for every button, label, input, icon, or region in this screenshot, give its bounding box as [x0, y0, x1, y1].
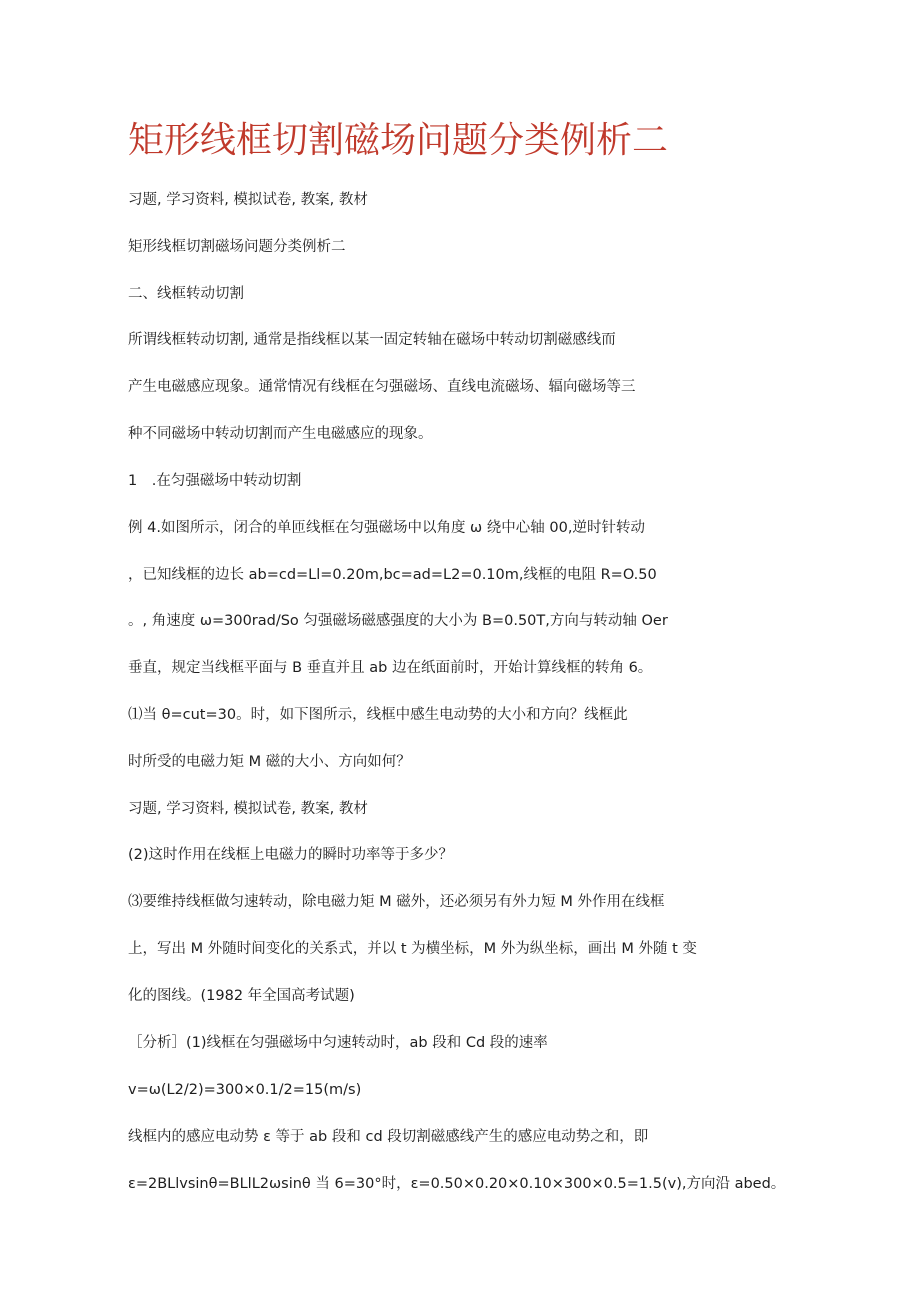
text-line: 线框内的感应电动势 ε 等于 ab 段和 cd 段切割磁感线产生的感应电动势之和，即: [128, 1129, 649, 1145]
text-line: 矩形线框切割磁场问题分类例析二: [128, 239, 346, 255]
text-line: ，已知线框的边长 ab=cd=Ll=0.20m,bc=ad=L2=0.10m,线框的电阻 R=O.50: [128, 567, 657, 583]
text-line: ［分析］(1)线框在匀强磁场中匀速转动时，ab 段和 Cd 段的速率: [128, 1035, 548, 1051]
text-line: 种不同磁场中转动切割而产生电磁感应的现象。: [128, 426, 433, 442]
text-line: 所谓线框转动切割, 通常是指线框以某一固定转轴在磁场中转动切割磁感线而: [128, 332, 616, 348]
text-line: 产生电磁感应现象。通常情况有线框在匀强磁场、直线电流磁场、辐向磁场等三: [128, 379, 636, 395]
text-line: 上，写出 M 外随时间变化的关系式，并以 t 为横坐标，M 外为纵坐标，画出 M 外随 t 变: [128, 941, 697, 957]
text-line: 化的图线。(1982 年全国高考试题): [128, 988, 355, 1004]
formula-line: ε=2BLlvsinθ=BLlL2ωsinθ 当 6=30°时，ε=0.50×0.20×0.10×300×0.5=1.5(v),方向沿 abed。: [128, 1176, 786, 1192]
text-line: 习题, 学习资料, 模拟试卷, 教案, 教材: [128, 801, 368, 817]
text-line: 习题, 学习资料, 模拟试卷, 教案, 教材: [128, 192, 368, 208]
text-line: 二、线框转动切割: [128, 286, 244, 302]
text-line: ⑴当 θ=cut=30。时，如下图所示，线框中感生电动势的大小和方向？线框此: [128, 707, 628, 723]
text-line: 时所受的电磁力矩 M 磁的大小、方向如何？: [128, 754, 411, 770]
text-line: 垂直，规定当线框平面与 B 垂直并且 ab 边在纸面前时，开始计算线框的转角 6。: [128, 660, 653, 676]
document-title: 矩形线框切割磁场问题分类例析二: [128, 120, 669, 161]
section-heading: 1 .在匀强磁场中转动切割: [128, 473, 302, 489]
formula-line: v=ω(L2∕2)=300×0.1∕2=15(m∕s): [128, 1082, 362, 1098]
text-line: (2)这时作用在线框上电磁力的瞬时功率等于多少？: [128, 847, 454, 863]
text-line: 。, 角速度 ω=300rad∕So 匀强磁场磁感强度的大小为 B=0.50T,方向与转动轴 Oer: [128, 613, 668, 629]
text-line: 例 4.如图所示，闭合的单匝线框在匀强磁场中以角度 ω 绕中心轴 00,逆时针转动: [128, 520, 645, 536]
text-line: ⑶要维持线框做匀速转动，除电磁力矩 M 磁外，还必须另有外力短 M 外作用在线框: [128, 894, 665, 910]
